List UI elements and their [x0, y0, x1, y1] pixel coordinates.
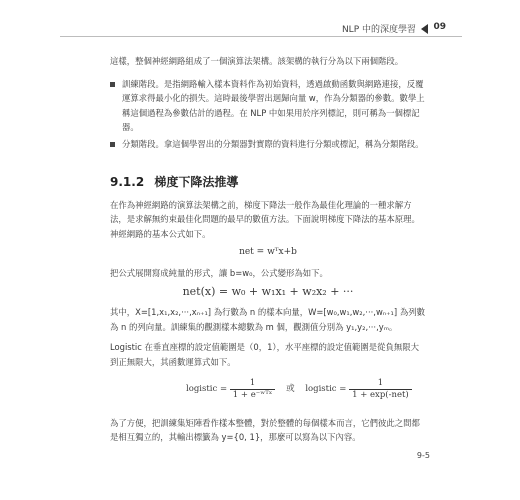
formula-net: net = wᵀx+b	[239, 247, 297, 258]
section-title: 梯度下降法推導	[154, 174, 239, 189]
chapter-number: 09	[433, 22, 446, 32]
bullet-classify	[110, 137, 426, 152]
paragraph-labels: 為了方便，把訓練集矩陣看作樣本整體，對於整體的每個樣本而言，它們彼此之間都是相互獨立的，其輸出標籤為 y={0, 1}，那麼可以寫為以下內容。	[110, 417, 420, 443]
logistic-denominator: 1 + e⁻ʷᵀˣ	[232, 389, 273, 400]
logistic-fraction	[230, 378, 276, 401]
bullet-text: 分類階段。拿這個學習出的分類器對實際的資料進行分類或標記，稱為分類階段。	[122, 138, 424, 149]
logistic2-numerator: 1	[349, 378, 412, 390]
paragraph-gradient: 在作為神經網路的演算法架構之前，梯度下降法一般作為最佳化理論的一種求解方法，是求解無約束最佳化問題的最早的數值方法。下面說明梯度下降法的基本原理。神經網路的基本公式如下。	[110, 199, 420, 239]
logistic-numerator: 1	[230, 378, 276, 390]
running-header	[0, 22, 520, 36]
logistic2-denominator: 1 + exp(-net)	[352, 389, 409, 400]
formula-logistic	[110, 376, 426, 410]
page-body	[110, 54, 426, 445]
logistic2-fraction	[349, 378, 412, 401]
paragraph-logistic: Logistic 在垂直座標的設定值範圍是（0，1），水平座標的設定值範圍是從負無限大到正無限大，其函數運算式如下。	[110, 342, 419, 367]
section-number: 9.1.2	[110, 174, 145, 189]
header-rule	[60, 36, 462, 37]
bullet-square-icon	[110, 142, 115, 147]
paragraph-vectors: 其中，X=[1,x₁,x₂,···,xₙ₊₁] 為行數為 n 的樣本向量，W=[w₀,w₁,w₂,···,wₙ₊₁] 為列數為 n 的列向量。訓練集的觀測樣本總數為 m 個，觀測值分別為 y₁,y₂,···,yₘ。	[110, 307, 425, 332]
logistic2-lhs: logistic =	[305, 383, 347, 394]
section-heading	[110, 174, 426, 190]
intro-paragraph: 這樣，整個神經網路組成了一個演算法架構。該架構的執行分為以下兩個階段。	[110, 56, 404, 66]
chapter-title: NLP 中的深度學習	[341, 25, 416, 35]
bullet-training	[110, 77, 426, 135]
logistic-or: 或	[286, 383, 295, 394]
logistic-lhs: logistic =	[186, 383, 228, 394]
bullet-text: 訓練階段。是指網路輸入樣本資料作為初始資料，透過啟動函數與網路連接，反覆運算求得最小化的損失。這時最後學習出迴歸向量 w，作為分類器的參數。數學上稱這個過程為參數估計的過程。在 NLP 中如果用於序列標記，則可稱為一個標記器。	[122, 78, 425, 133]
triangle-marker-icon	[421, 24, 428, 34]
bullet-square-icon	[110, 82, 115, 87]
formula-net-expanded: net(x) = w₀ + w₁x₁ + w₂x₂ + ···	[182, 284, 354, 298]
paragraph-scalar: 把公式展開寫成純量的形式，讓 b=w₀，公式變形為如下。	[110, 267, 328, 278]
page-number: 9-5	[416, 451, 430, 460]
